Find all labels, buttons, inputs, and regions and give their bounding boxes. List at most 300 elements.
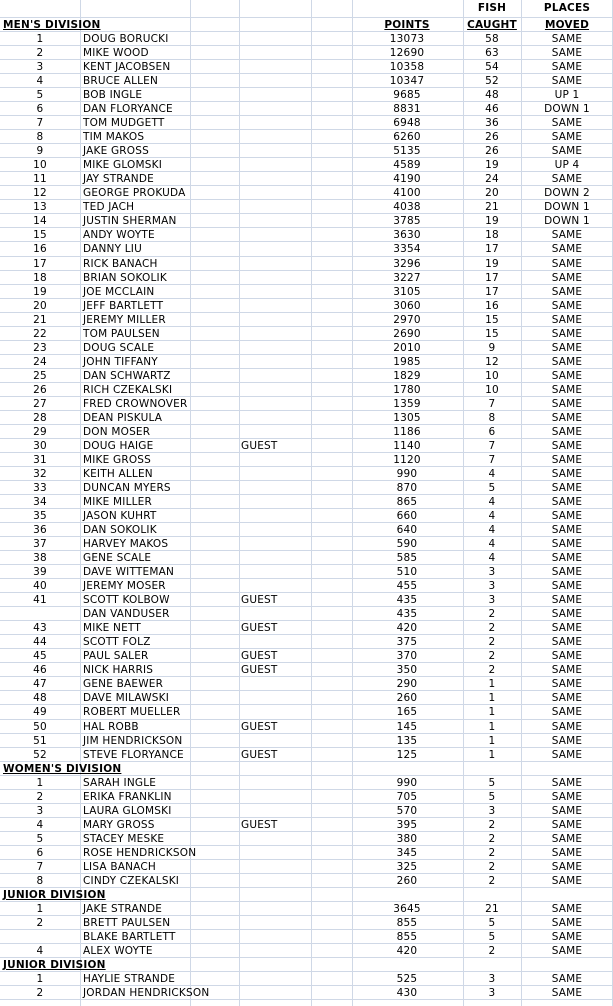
places-moved-cell: SAME [551, 272, 583, 284]
points-cell: 3645 [393, 903, 421, 915]
places-moved-cell: SAME [551, 384, 583, 396]
guest-cell [240, 285, 311, 299]
rank-cell: 8 [36, 875, 44, 887]
table-row [0, 46, 613, 60]
name-cell: DAN VANDUSER [83, 608, 170, 620]
fish-caught-cell: 10 [485, 384, 499, 396]
name-cell: BRIAN SOKOLIK [83, 272, 167, 284]
fish-caught-cell: 16 [485, 300, 499, 312]
name-cell: STACEY MESKE [83, 833, 165, 845]
rank-cell: 47 [33, 678, 47, 690]
table-row [0, 705, 613, 719]
points-cell: 4038 [393, 201, 421, 213]
fish-caught-cell: 1 [488, 749, 496, 761]
points-cell: 345 [396, 847, 418, 859]
rank-cell: 32 [33, 468, 47, 480]
fish-caught-cell: 4 [488, 510, 496, 522]
rank-cell: 44 [33, 636, 47, 648]
rank-cell: 5 [36, 833, 44, 845]
division-header-row [0, 762, 613, 776]
points-cell: 325 [396, 861, 418, 873]
fish-caught-cell: 54 [485, 61, 499, 73]
table-row [0, 874, 613, 888]
rank-cell: 28 [33, 412, 47, 424]
rank-cell: 50 [33, 721, 47, 733]
fish-caught-cell: 4 [488, 552, 496, 564]
places-moved-cell: UP 1 [554, 89, 580, 101]
name-cell: MARY GROSS [83, 819, 155, 831]
points-cell: 3354 [393, 243, 421, 255]
fish-caught-cell: 9 [488, 342, 496, 354]
table-row [0, 172, 613, 186]
rank-cell: 2 [36, 987, 44, 999]
name-cell: ERIKA FRANKLIN [83, 791, 172, 803]
guest-cell [240, 397, 311, 411]
name-cell: RICH CZEKALSKI [83, 384, 173, 396]
fish-caught-cell: 5 [488, 917, 496, 929]
places-moved-cell: SAME [551, 777, 583, 789]
fish-caught-cell: 1 [488, 706, 496, 718]
fish-caught-cell: 17 [485, 272, 499, 284]
guest-cell [240, 790, 311, 804]
name-cell: JIM HENDRICKSON [83, 735, 183, 747]
fish-caught-cell: 7 [488, 440, 496, 452]
points-cell: 435 [396, 594, 418, 606]
places-moved-cell: SAME [551, 398, 583, 410]
guest-cell [240, 916, 311, 930]
name-cell: RICK BANACH [83, 258, 158, 270]
guest-cell [240, 116, 311, 130]
rank-cell: 2 [36, 791, 44, 803]
places-moved-cell: SAME [551, 580, 583, 592]
table-row [0, 551, 613, 565]
fish-caught-cell: 5 [488, 791, 496, 803]
name-cell: MIKE NETT [83, 622, 141, 634]
table-row [0, 341, 613, 355]
fish-caught-cell: 46 [485, 103, 499, 115]
table-row [0, 481, 613, 495]
table-row [0, 411, 613, 425]
name-cell: BRUCE ALLEN [83, 75, 159, 87]
guest-cell: GUEST [241, 749, 278, 761]
guest-cell [240, 986, 311, 1000]
name-cell: HAL ROBB [83, 721, 139, 733]
fish-caught-cell: 1 [488, 678, 496, 690]
table-row [0, 88, 613, 102]
rank-cell: 34 [33, 496, 47, 508]
name-cell: TED JACH [83, 201, 135, 213]
guest-cell [240, 46, 311, 60]
fish-caught-cell: 1 [488, 692, 496, 704]
guest-cell [240, 200, 311, 214]
points-cell: 3105 [393, 286, 421, 298]
places-moved-cell: SAME [551, 131, 583, 143]
rank-cell: 21 [33, 314, 47, 326]
fish-caught-cell: 2 [488, 833, 496, 845]
rank-cell: 40 [33, 580, 47, 592]
places-moved-cell: DOWN 1 [544, 103, 590, 115]
table-row [0, 748, 613, 762]
name-cell: DAN SCHWARTZ [83, 370, 171, 382]
guest-cell [240, 804, 311, 818]
places-moved-cell: UP 4 [554, 159, 580, 171]
guest-cell [240, 453, 311, 467]
places-moved-cell: SAME [551, 664, 583, 676]
table-row [0, 285, 613, 299]
fish-caught-cell: 17 [485, 286, 499, 298]
name-cell: JORDAN HENDRICKSON [83, 987, 210, 999]
points-cell: 1186 [393, 426, 421, 438]
points-cell: 3227 [393, 272, 421, 284]
name-cell: BLAKE BARTLETT [83, 931, 176, 943]
fish-caught-cell: 1 [488, 721, 496, 733]
places-moved-cell: SAME [551, 258, 583, 270]
table-row [0, 383, 613, 397]
table-row [0, 60, 613, 74]
table-row [0, 144, 613, 158]
guest-cell [240, 228, 311, 242]
places-moved-cell: SAME [551, 636, 583, 648]
places-moved-cell: SAME [551, 552, 583, 564]
places-moved-cell: SAME [551, 33, 583, 45]
name-cell: JUSTIN SHERMAN [83, 215, 177, 227]
guest-cell [240, 846, 311, 860]
points-cell: 165 [396, 706, 418, 718]
name-cell: CINDY CZEKALSKI [83, 875, 180, 887]
places-moved-cell: SAME [551, 173, 583, 185]
places-moved-cell: SAME [551, 847, 583, 859]
name-cell: DOUG HAIGE [83, 440, 154, 452]
rank-cell: 36 [33, 524, 47, 536]
points-cell: 1359 [393, 398, 421, 410]
places-moved-cell: DOWN 1 [544, 215, 590, 227]
division-header-row [0, 888, 613, 902]
points-cell: 6260 [393, 131, 421, 143]
fish-caught-cell: 26 [485, 131, 499, 143]
places-moved-cell: SAME [551, 426, 583, 438]
name-cell: NICK HARRIS [83, 664, 154, 676]
guest-cell [240, 481, 311, 495]
table-row [0, 299, 613, 313]
points-cell: 510 [396, 566, 418, 578]
points-cell: 5135 [393, 145, 421, 157]
fish-caught-cell: 48 [485, 89, 499, 101]
fish-caught-cell: 63 [485, 47, 499, 59]
rank-cell: 4 [36, 819, 44, 831]
name-cell: JEREMY MILLER [83, 314, 166, 326]
points-cell: 855 [396, 917, 418, 929]
guest-cell [240, 271, 311, 285]
fish-caught-cell: 26 [485, 145, 499, 157]
points-cell: 12690 [389, 47, 425, 59]
places-moved-cell: SAME [551, 482, 583, 494]
table-row [0, 776, 613, 790]
table-row [0, 663, 613, 677]
rank-cell: 12 [33, 187, 47, 199]
name-cell: MIKE WOOD [83, 47, 149, 59]
name-cell: DEAN PISKULA [83, 412, 163, 424]
table-row [0, 902, 613, 916]
places-moved-cell: SAME [551, 243, 583, 255]
places-moved-cell: SAME [551, 342, 583, 354]
name-cell: DUNCAN MYERS [83, 482, 171, 494]
name-cell: KEITH ALLEN [83, 468, 153, 480]
rank-cell: 48 [33, 692, 47, 704]
points-cell: 380 [396, 833, 418, 845]
fish-caught-cell: 4 [488, 468, 496, 480]
places-moved-cell: SAME [551, 524, 583, 536]
guest-cell: GUEST [241, 664, 278, 676]
points-cell: 2690 [393, 328, 421, 340]
table-row [0, 32, 613, 46]
places-moved-cell: SAME [551, 510, 583, 522]
places-moved-cell: SAME [551, 356, 583, 368]
fish-caught-cell: 2 [488, 819, 496, 831]
name-cell: BOB INGLE [83, 89, 143, 101]
places-moved-cell: SAME [551, 145, 583, 157]
guest-cell [240, 32, 311, 46]
table-row [0, 74, 613, 88]
rank-cell: 37 [33, 538, 47, 550]
division-title: MEN'S DIVISION [3, 19, 101, 31]
rank-cell: 20 [33, 300, 47, 312]
guest-cell [240, 327, 311, 341]
points-cell: 2970 [393, 314, 421, 326]
places-moved-cell: SAME [551, 229, 583, 241]
rank-cell: 30 [33, 440, 47, 452]
table-row [0, 397, 613, 411]
rank-cell: 49 [33, 706, 47, 718]
guest-cell [240, 214, 311, 228]
points-cell: 2010 [393, 342, 421, 354]
fish-caught-cell: 36 [485, 117, 499, 129]
table-row [0, 579, 613, 593]
places-moved-cell: SAME [551, 678, 583, 690]
points-cell: 9685 [393, 89, 421, 101]
name-cell: MIKE MILLER [83, 496, 152, 508]
name-cell: ALEX WOYTE [83, 945, 153, 957]
places-moved-cell: SAME [551, 61, 583, 73]
guest-cell [240, 677, 311, 691]
fish-caught-cell: 2 [488, 945, 496, 957]
points-cell: 3060 [393, 300, 421, 312]
fish-caught-cell: 21 [485, 903, 499, 915]
rank-cell: 2 [36, 917, 44, 929]
guest-cell [240, 902, 311, 916]
name-cell: JOE MCCLAIN [83, 286, 155, 298]
name-cell: GENE BAEWER [83, 678, 164, 690]
fish-caught-cell: 7 [488, 398, 496, 410]
guest-cell [240, 579, 311, 593]
guest-cell [240, 102, 311, 116]
fish-caught-cell: 2 [488, 636, 496, 648]
points-cell: 660 [396, 510, 418, 522]
points-cell: 1140 [393, 440, 421, 452]
fish-caught-cell: 4 [488, 496, 496, 508]
guest-cell: GUEST [241, 594, 278, 606]
guest-cell [240, 860, 311, 874]
rank-cell: 43 [33, 622, 47, 634]
guest-cell [240, 551, 311, 565]
table-row [0, 158, 613, 172]
guest-cell [240, 705, 311, 719]
points-cell: 855 [396, 931, 418, 943]
fish-caught-cell: 19 [485, 215, 499, 227]
division-title: JUNIOR DIVISION [3, 889, 106, 901]
rank-cell: 17 [33, 258, 47, 270]
table-row [0, 621, 613, 635]
guest-cell [240, 355, 311, 369]
places-moved-cell: SAME [551, 594, 583, 606]
guest-cell [240, 944, 311, 958]
rank-cell: 52 [33, 749, 47, 761]
guest-cell [240, 341, 311, 355]
guest-cell [240, 60, 311, 74]
name-cell: DAVE MILAWSKI [83, 692, 170, 704]
fish-caught-cell: 7 [488, 454, 496, 466]
rank-cell: 27 [33, 398, 47, 410]
places-moved-cell: SAME [551, 300, 583, 312]
points-cell: 10358 [389, 61, 425, 73]
places-moved-cell: SAME [551, 721, 583, 733]
name-cell: JASON KUHRT [83, 510, 157, 522]
table-row [0, 860, 613, 874]
fish-caught-cell: 5 [488, 777, 496, 789]
table-row [0, 355, 613, 369]
points-cell: 420 [396, 945, 418, 957]
table-row [0, 495, 613, 509]
rank-cell [0, 930, 80, 944]
rank-cell: 22 [33, 328, 47, 340]
fish-caught-cell: 3 [488, 566, 496, 578]
guest-cell [240, 383, 311, 397]
division-title: WOMEN'S DIVISION [3, 763, 122, 775]
guest-cell [240, 495, 311, 509]
name-cell: JAKE GROSS [83, 145, 149, 157]
guest-cell [240, 607, 311, 621]
points-cell: 1120 [393, 454, 421, 466]
rank-cell: 38 [33, 552, 47, 564]
rank-cell: 7 [36, 117, 44, 129]
name-cell: DANNY LIU [83, 243, 142, 255]
rank-cell: 39 [33, 566, 47, 578]
points-cell: 4190 [393, 173, 421, 185]
table-row [0, 439, 613, 453]
places-moved-cell: SAME [551, 412, 583, 424]
fish-caught-cell: 2 [488, 650, 496, 662]
points-cell: 13073 [389, 33, 425, 45]
fish-caught-cell: 6 [488, 426, 496, 438]
guest-cell [240, 411, 311, 425]
rank-cell: 1 [36, 777, 44, 789]
guest-cell: GUEST [241, 440, 278, 452]
rank-cell [0, 607, 80, 621]
rank-cell: 7 [36, 861, 44, 873]
table-row [0, 944, 613, 958]
rank-cell: 19 [33, 286, 47, 298]
places-moved-cell: SAME [551, 833, 583, 845]
points-cell: 420 [396, 622, 418, 634]
places-header-line1: PLACES [543, 2, 591, 14]
name-cell: ANDY WOYTE [83, 229, 155, 241]
guest-cell [240, 776, 311, 790]
table-row [0, 467, 613, 481]
name-cell: LAURA GLOMSKI [83, 805, 172, 817]
name-cell: JAKE STRANDE [83, 903, 163, 915]
guest-cell [240, 734, 311, 748]
fish-caught-cell: 20 [485, 187, 499, 199]
points-cell: 4589 [393, 159, 421, 171]
fish-caught-cell: 3 [488, 805, 496, 817]
fish-caught-cell: 8 [488, 412, 496, 424]
guest-cell [240, 972, 311, 986]
rank-cell: 6 [36, 103, 44, 115]
table-row [0, 846, 613, 860]
points-cell: 375 [396, 636, 418, 648]
name-cell: MIKE GROSS [83, 454, 152, 466]
table-row [0, 242, 613, 256]
places-moved-cell: SAME [551, 314, 583, 326]
fish-caught-cell: 19 [485, 258, 499, 270]
rank-cell: 5 [36, 89, 44, 101]
fish-caught-cell: 1 [488, 735, 496, 747]
guest-cell [240, 172, 311, 186]
places-moved-cell: SAME [551, 945, 583, 957]
rank-cell: 6 [36, 847, 44, 859]
points-cell: 590 [396, 538, 418, 550]
fish-caught-cell: 19 [485, 159, 499, 171]
name-cell: ROBERT MUELLER [83, 706, 181, 718]
name-cell: DOUG BORUCKI [83, 33, 169, 45]
rank-cell: 10 [33, 159, 47, 171]
points-cell: 870 [396, 482, 418, 494]
guest-cell [240, 74, 311, 88]
guest-cell [240, 874, 311, 888]
places-header-line2: MOVED [544, 19, 590, 31]
fish-caught-cell: 5 [488, 482, 496, 494]
name-cell: HAYLIE STRANDE [83, 973, 176, 985]
fish-caught-cell: 5 [488, 931, 496, 943]
rank-cell: 2 [36, 47, 44, 59]
table-row [0, 734, 613, 748]
places-moved-cell: SAME [551, 650, 583, 662]
table-row [0, 635, 613, 649]
points-cell: 865 [396, 496, 418, 508]
places-moved-cell: SAME [551, 496, 583, 508]
name-cell: STEVE FLORYANCE [83, 749, 184, 761]
points-cell: 1985 [393, 356, 421, 368]
fish-caught-cell: 24 [485, 173, 499, 185]
places-moved-cell: SAME [551, 75, 583, 87]
places-moved-cell: SAME [551, 749, 583, 761]
guest-cell: GUEST [241, 622, 278, 634]
points-cell: 350 [396, 664, 418, 676]
table-row [0, 257, 613, 271]
guest-cell [240, 691, 311, 705]
fish-caught-cell: 2 [488, 847, 496, 859]
rank-cell: 51 [33, 735, 47, 747]
points-cell: 8831 [393, 103, 421, 115]
table-row [0, 818, 613, 832]
table-row [0, 649, 613, 663]
fish-caught-cell: 18 [485, 229, 499, 241]
name-cell: JEREMY MOSER [83, 580, 166, 592]
rank-cell: 4 [36, 945, 44, 957]
places-moved-cell: SAME [551, 973, 583, 985]
places-moved-cell: SAME [551, 819, 583, 831]
places-moved-cell: SAME [551, 735, 583, 747]
fish-caught-cell: 4 [488, 524, 496, 536]
